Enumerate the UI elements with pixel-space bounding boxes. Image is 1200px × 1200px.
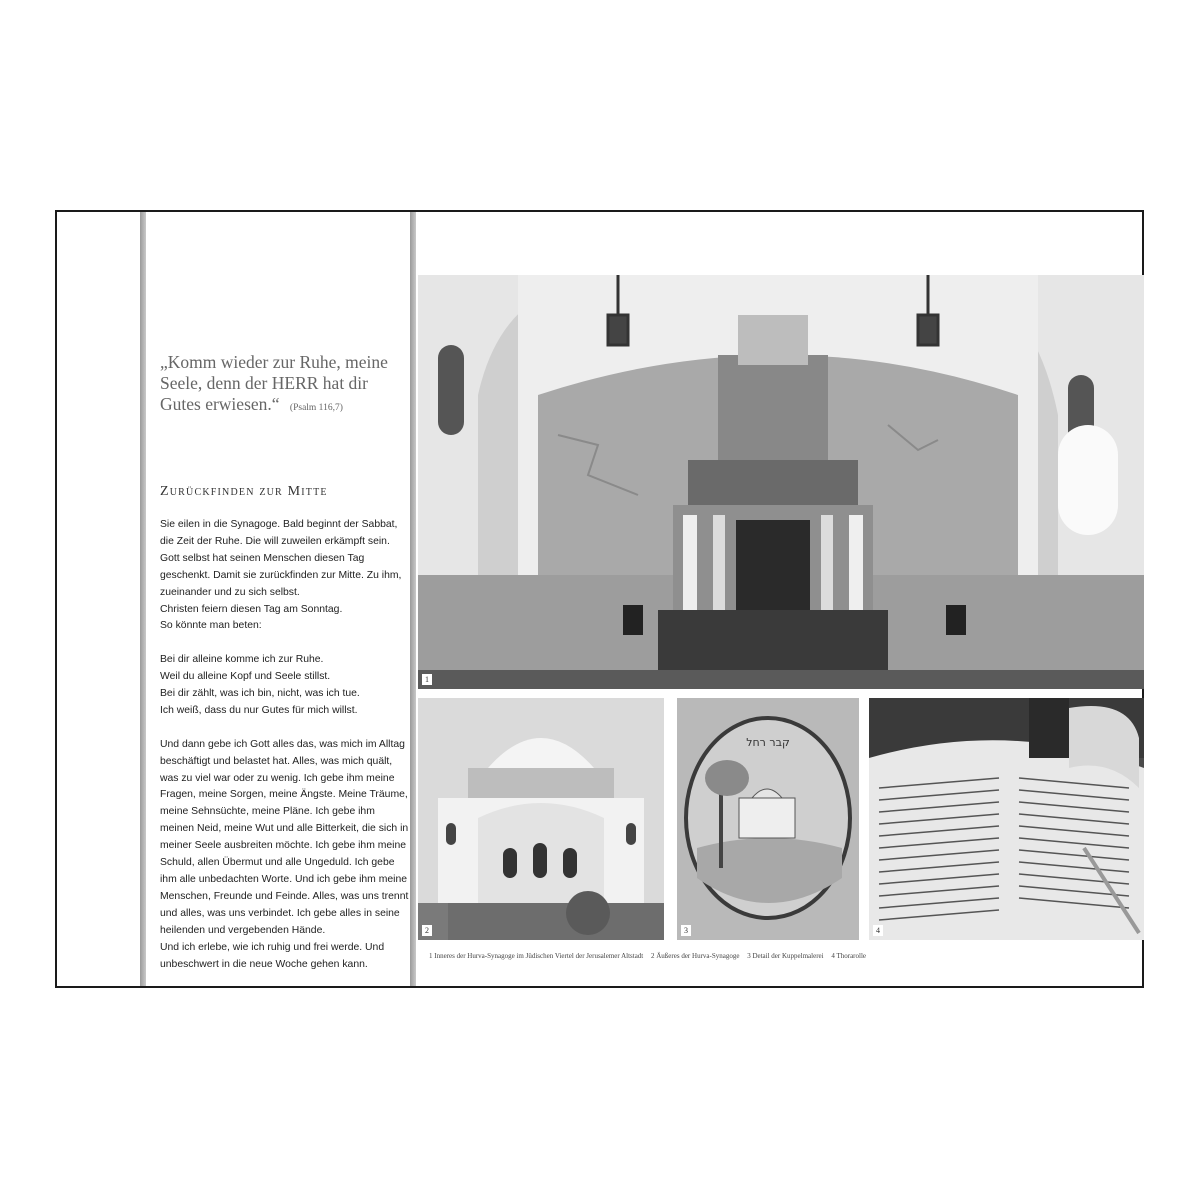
photo-synagogue-exterior <box>418 698 664 940</box>
photo-number: 4 <box>873 925 883 936</box>
section-heading: Zurückfinden zur Mitte <box>160 484 328 499</box>
photo-torah-scroll <box>869 698 1144 940</box>
book-spread <box>55 210 1144 988</box>
caption-4: 4 Thorarolle <box>831 952 867 960</box>
paragraph-line: Christen feiern diesen Tag am Sonntag. <box>160 603 343 615</box>
paragraph-line: Und ich erlebe, wie ich ruhig und frei werde. Und unbeschwert in die neue Woche gehen kann. <box>160 941 385 970</box>
photo-dome-painting <box>677 698 859 940</box>
paragraph-line: Und dann gebe ich Gott alles das, was mich im Alltag beschäftigt und belastet hat. Alles, was mich quält, was zu viel war oder zu wenig. Ich gebe ihm meine Fragen, meine Sorgen, meine Ängste. Meine Träume, meine Sehnsüchte, meine Pläne. Ich gebe ihm meinen Neid, meine Wut und alle Bitterkeit, die sich in meiner Seele ausbreiten möchte. Ich gebe ihm meine Schuld, allen Übermut und alle Ungeduld. Ich gebe ihm alle unbedachten Worte. Und ich gebe ihm meine Menschen, Freunde und Feinde. Alles, was uns trennt und alles, was uns verbindet. Ich gebe alles in seine heilenden und vergebenden Hände. <box>160 738 409 936</box>
caption-2: 2 Äußeres der Hurva-Synagoge <box>651 952 740 960</box>
photo-number: 3 <box>681 925 691 936</box>
photo-captions <box>429 952 1129 960</box>
photo-number: 2 <box>422 925 432 936</box>
gutter-bar <box>410 212 416 986</box>
quote-reference: (Psalm 116,7) <box>289 403 343 413</box>
body-text <box>160 517 410 973</box>
prayer-line: Weil du alleine Kopf und Seele stillst. <box>160 671 331 683</box>
paragraph-line: So könnte man beten: <box>160 620 262 632</box>
quote-text: „Komm wieder zur Ruhe, meine Seele, denn der HERR hat dir Gutes erwiesen.“ <box>160 352 388 414</box>
prayer-line: Ich weiß, dass du nur Gutes für mich willst. <box>160 704 358 716</box>
prayer-line: Bei dir alleine komme ich zur Ruhe. <box>160 654 324 666</box>
prayer-line: Bei dir zählt, was ich bin, nicht, was ich tue. <box>160 688 360 700</box>
caption-3: 3 Detail der Kuppelmalerei <box>747 952 824 960</box>
psalm-quote <box>160 352 400 419</box>
caption-1: 1 Inneres der Hurva-Synagoge im Jüdischen Viertel der Jerusalemer Altstadt <box>429 952 644 960</box>
left-margin-bar <box>140 212 146 986</box>
photo-number: 1 <box>422 674 432 685</box>
painting-inscription: קבר רחל <box>746 736 790 749</box>
photo-synagogue-interior <box>418 275 1144 689</box>
paragraph-line: Sie eilen in die Synagoge. Bald beginnt der Sabbat, die Zeit der Ruhe. Die will zuweilen erkämpft sein. Gott selbst hat seinen Menschen diesen Tag geschenkt. Damit sie zurückfinden zur Mitte. Zu ihm, zueinander und zu sich selbst. <box>160 519 402 598</box>
